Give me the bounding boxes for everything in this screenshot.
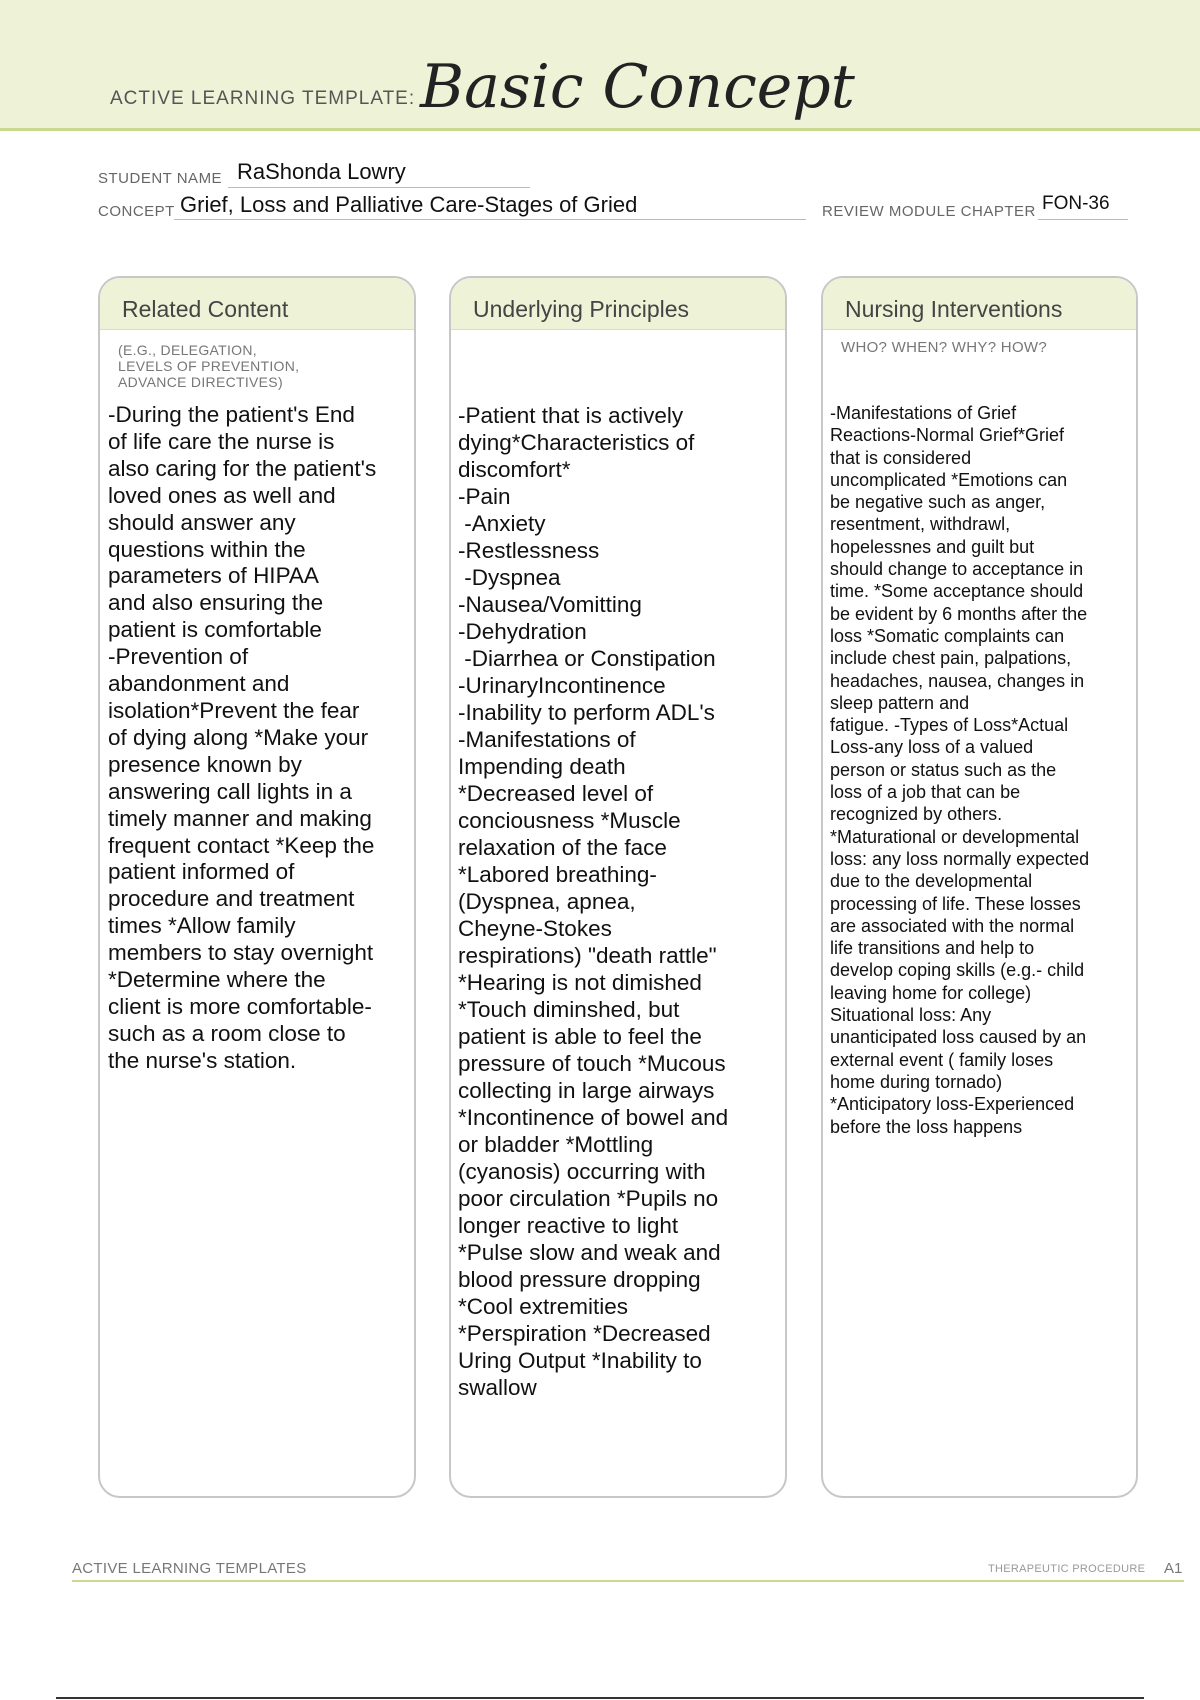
concept-value: Grief, Loss and Palliative Care-Stages of Gried [180, 192, 638, 217]
nursing-interventions-body: -Manifestations of Grief Reactions-Normal Grief*Grief that is considered uncomplicated *Emotions can be negative such as anger, resentment, withdrawl, hopelessnes and guilt but should change to acceptance in time. *Some acceptance should be evident by 6 months after the loss *Somatic complaints can include chest pain, palpations, headaches, nausea, changes in sleep pattern and fatigue. -Types of Loss*Actual Loss-any loss of a valued person or status such as the loss of a job that can be recognized by others. *Maturational or developmental loss: any loss normally expected due to the developmental processing of life. These losses are associated with the normal life transitions and help to develop coping skills (e.g.- child leaving home for college) Situational loss: Any unanticipated loss caused by an external event ( family loses home during tornado) *Anticipatory loss-Experienced before the loss happens [830, 403, 1090, 1137]
review-chapter-value: FON-36 [1042, 193, 1110, 214]
related-content-subtitle: (E.G., DELEGATION, LEVELS OF PREVENTION, ADVANCE DIRECTIVES) [118, 342, 300, 390]
header-band [0, 0, 1200, 131]
underlying-principles-panel [449, 276, 787, 1498]
underlying-principles-body: -Patient that is actively dying*Characteristics of discomfort* -Pain -Anxiety -Restlessness -Dyspnea -Nausea/Vomitting -Dehydration -Diarrhea or Constipation -UrinaryIncontinence -Inability to perform ADL's -Manifestations of Impending death *Decreased level of conciousness *Muscle relaxation of the face *Labored breathing- (Dyspnea, apnea, Cheyne-Stokes respirations) "death rattle" *Hearing is not dimished *Touch diminshed, but patient is able to feel the pressure of touch *Mucous collecting in large airways *Incontinence of bowel and or bladder *Mottling (cyanosis) occurring with poor circulation *Pupils no longer reactive to light *Pulse slow and weak and blood pressure dropping *Cool extremities *Perspiration *Decreased Uring Output *Inability to swallow [458, 403, 729, 1400]
footer-left-label: ACTIVE LEARNING TEMPLATES [72, 1560, 307, 1577]
review-chapter-line [1038, 218, 1128, 220]
student-name-label: STUDENT NAME [98, 170, 223, 187]
nursing-interventions-subtitle: WHO? WHEN? WHY? HOW? [841, 339, 1048, 356]
nursing-interventions-title: Nursing Interventions [823, 278, 1136, 330]
review-chapter-label: REVIEW MODULE CHAPTER [822, 203, 1036, 220]
student-name-line [228, 186, 530, 188]
underlying-principles-title: Underlying Principles [451, 278, 785, 330]
footer-divider [72, 1580, 1184, 1582]
nursing-interventions-panel [821, 276, 1138, 1498]
concept-label: CONCEPT [98, 203, 175, 220]
page-title: Basic Concept [420, 52, 855, 122]
footer-page-number: A1 [1164, 1560, 1183, 1577]
template-label: ACTIVE LEARNING TEMPLATE: [110, 88, 416, 109]
bottom-divider [56, 1697, 1144, 1699]
related-content-body: -During the patient's End of life care the nurse is also caring for the patient's loved ones as well and should answer any questions within the parameters of HIPAA and also ensuring the patient is comfortable -Prevention of abandonment and isolation*Prevent the fear of dying along *Make your presence known by answering call lights in a timely manner and making frequent contact *Keep the patient informed of procedure and treatment times *Allow family members to stay overnight *Determine where the client is more comfortable- such as a room close to the nurse's station. [108, 402, 377, 1073]
related-content-panel [98, 276, 416, 1498]
related-content-title: Related Content [100, 278, 414, 330]
concept-line [174, 218, 806, 220]
student-name-value: RaShonda Lowry [237, 159, 406, 184]
footer-right-label: THERAPEUTIC PROCEDURE [988, 1563, 1146, 1575]
